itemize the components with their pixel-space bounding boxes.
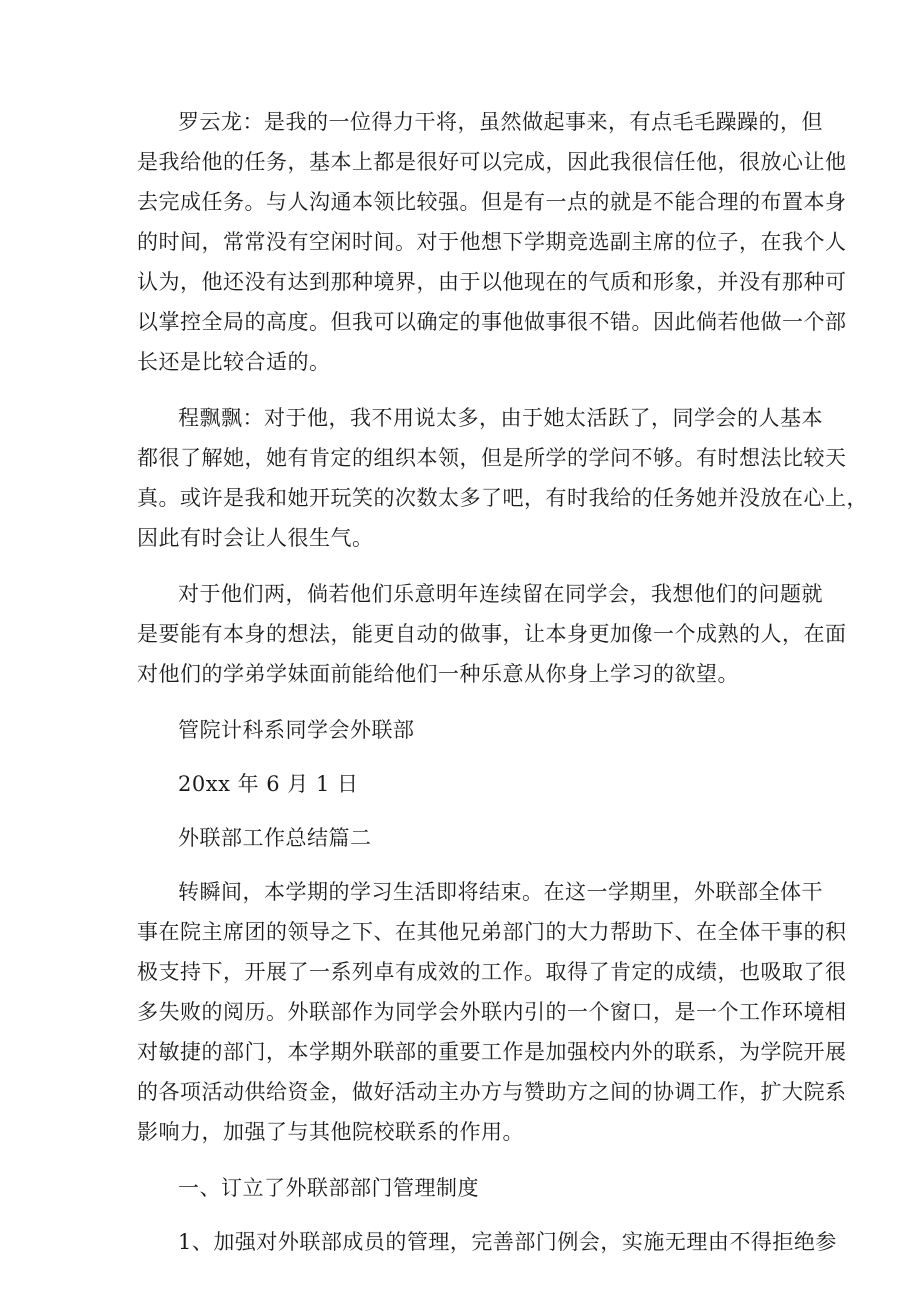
paragraph-4-line-1: 转瞬间，本学期的学习生活即将结束。在这一学期里，外联部全体干 xyxy=(178,880,823,904)
paragraph-4-line-3: 极支持下，开展了一系列卓有成效的工作。取得了肯定的成绩，也吸取了很 xyxy=(137,960,847,984)
paragraph-4-line-5: 对敏捷的部门，本学期外联部的重要工作是加强校内外的联系，为学院开展 xyxy=(137,1040,847,1064)
paragraph-1-line-2: 是我给他的任务，基本上都是很好可以完成，因此我很信任他，很放心让他 xyxy=(137,150,847,174)
paragraph-4-line-6: 的各项活动供给资金，做好活动主办方与赞助方之间的协调工作，扩大院系 xyxy=(137,1080,847,1104)
paragraph-3-line-3: 对他们的学弟学妹面前能给他们一种乐意从你身上学习的欲望。 xyxy=(137,662,739,686)
paragraph-3-line-2: 是要能有本身的想法，能更自动的做事，让本身更加像一个成熟的人，在面 xyxy=(137,622,847,646)
paragraph-1-line-4: 的时间，常常没有空闲时间。对于他想下学期竞选副主席的位子，在我个人 xyxy=(137,230,847,254)
paragraph-1-line-7: 长还是比较合适的。 xyxy=(137,350,331,374)
paragraph-1-line-6: 以掌控全局的高度。但我可以确定的事他做事很不错。因此倘若他做一个部 xyxy=(137,310,847,334)
list-item-1-line-1: 1、加强对外联部成员的管理，完善部门例会，实施无理由不得拒绝参 xyxy=(178,1230,837,1254)
paragraph-1-line-5: 认为，他还没有达到那种境界，由于以他现在的气质和形象，并没有那种可 xyxy=(137,270,847,294)
signature-date: 20xx 年 6 月 1 日 xyxy=(178,772,359,796)
paragraph-4-line-7: 影响力，加强了与其他院校联系的作用。 xyxy=(137,1120,524,1144)
paragraph-2-line-4: 因此有时会让人很生气。 xyxy=(137,526,374,550)
paragraph-4-line-4: 多失败的阅历。外联部作为同学会外联内引的一个窗口，是一个工作环境相 xyxy=(137,1000,847,1024)
paragraph-2-line-1: 程飘飘：对于他，我不用说太多，由于她太活跃了，同学会的人基本 xyxy=(178,406,823,430)
paragraph-2-line-2: 都很了解她，她有肯定的组织本领，但是所学的学问不够。有时想法比较天 xyxy=(137,446,847,470)
signature-department: 管院计科系同学会外联部 xyxy=(178,718,415,742)
subsection-heading: 一、订立了外联部部门管理制度 xyxy=(178,1176,479,1200)
paragraph-1-line-1: 罗云龙：是我的一位得力干将，虽然做起事来，有点毛毛躁躁的，但 xyxy=(178,110,823,134)
paragraph-4-line-2: 事在院主席团的领导之下、在其他兄弟部门的大力帮助下、在全体干事的积 xyxy=(137,920,847,944)
paragraph-2-line-3: 真。或许是我和她开玩笑的次数太多了吧，有时我给的任务她并没放在心上， xyxy=(137,486,868,510)
paragraph-3-line-1: 对于他们两，倘若他们乐意明年连续留在同学会，我想他们的问题就 xyxy=(178,582,823,606)
paragraph-1-line-3: 去完成任务。与人沟通本领比较强。但是有一点的就是不能合理的布置本身 xyxy=(137,190,847,214)
section-heading: 外联部工作总结篇二 xyxy=(178,826,372,850)
